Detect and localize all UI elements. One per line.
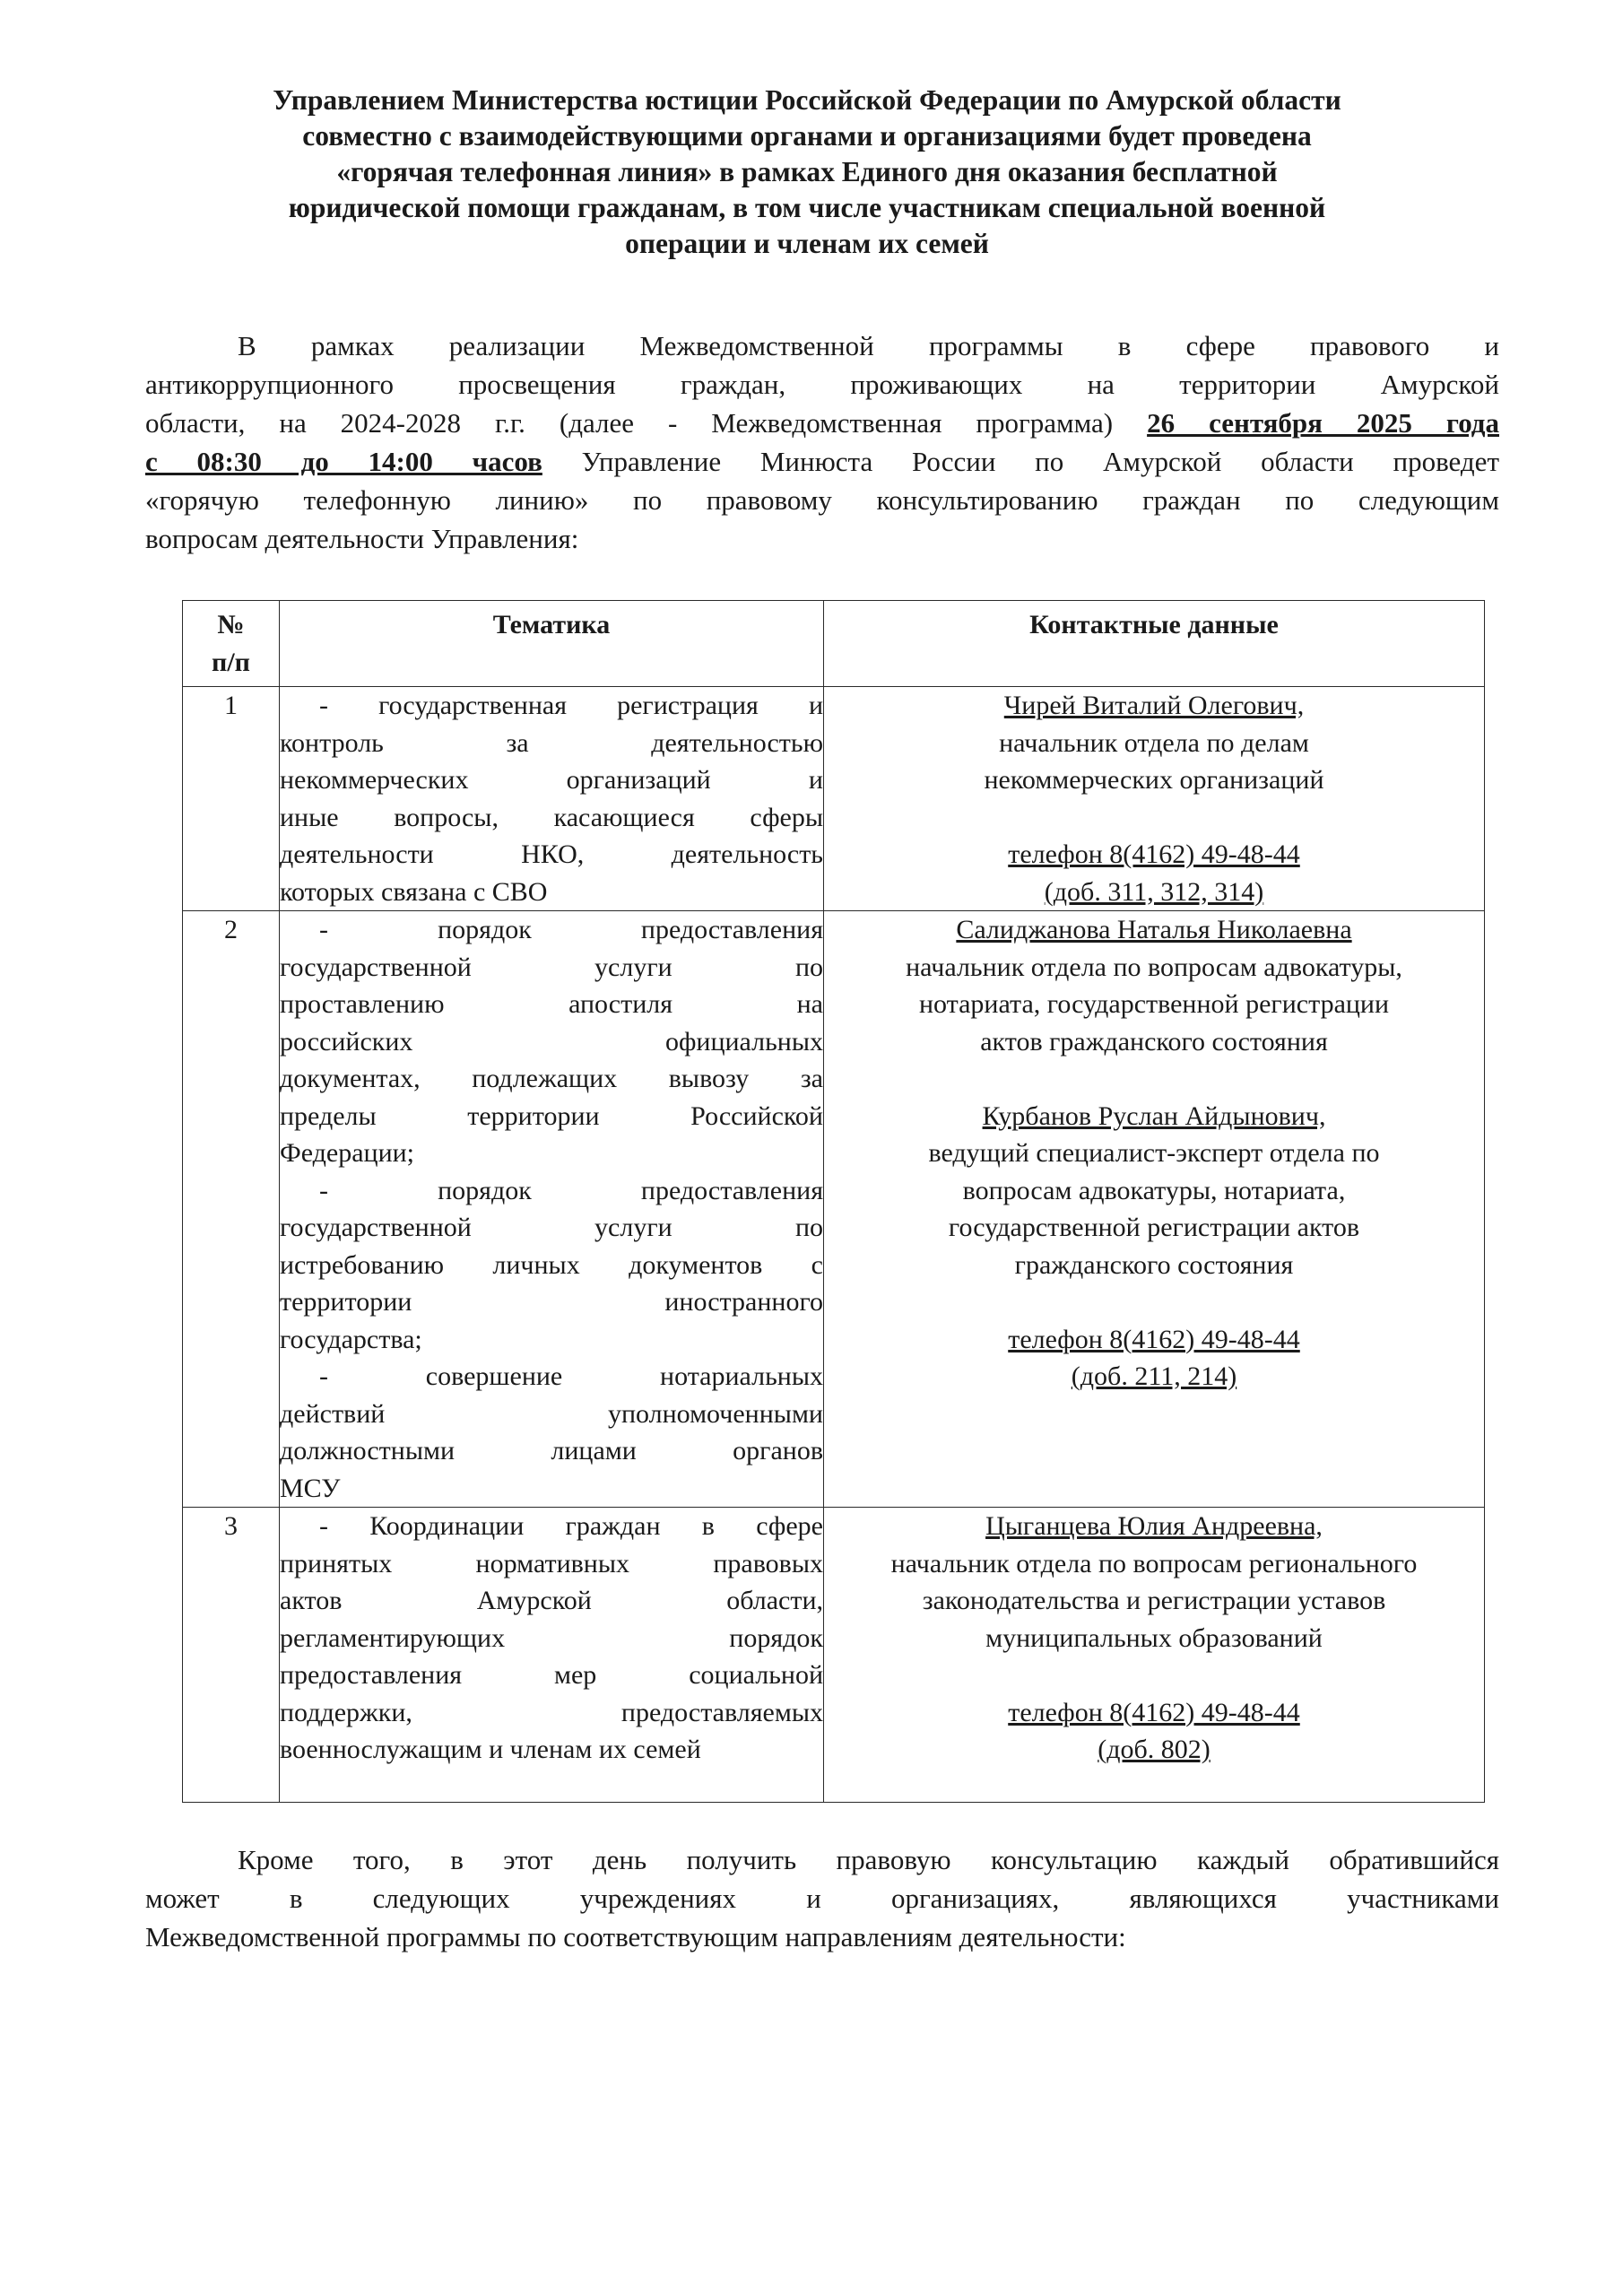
topic-line: военнослужащим и членам их семей xyxy=(280,1735,701,1764)
topic-line: регламентирующих порядок xyxy=(280,1622,823,1653)
topic-line: которых связана с СВО xyxy=(280,876,548,907)
intro-text: области, на 2024-2028 г.г. (далее - Межведомственная программа) xyxy=(145,407,1114,439)
contact-phone: телефон 8(4162) 49-48-44 xyxy=(1008,839,1300,869)
intro-paragraph xyxy=(145,326,1499,558)
row-number: 3 xyxy=(183,1508,280,1803)
intro-line xyxy=(145,404,1499,442)
row-topic xyxy=(280,1508,824,1803)
table-header-row xyxy=(183,601,1485,687)
heading-line: совместно с взаимодействующими органами и организациями будет проведена xyxy=(302,120,1312,152)
heading-line: Управлением Министерства юстиции Российской Федерации по Амурской области xyxy=(273,84,1341,116)
contact-position-line: актов гражданского состояния xyxy=(980,1026,1328,1057)
topic-line: иные вопросы, касающиеся сферы xyxy=(280,802,823,832)
contact-name: Чирей Виталий Олегович, xyxy=(1003,691,1305,720)
topic-line: Федерации; xyxy=(280,1138,415,1168)
topic-line: принятых нормативных правовых xyxy=(280,1548,823,1578)
row-topic xyxy=(280,687,824,911)
topic-line: поддержки, предоставляемых xyxy=(280,1697,823,1727)
topics-table xyxy=(182,600,1485,1803)
intro-text: Управление Минюста России по Амурской области проведет xyxy=(581,446,1499,477)
row-contact xyxy=(824,1508,1485,1803)
table-row xyxy=(183,911,1485,1508)
intro-line xyxy=(145,442,1499,481)
topic-line: предоставления мер социальной xyxy=(280,1660,823,1690)
row-number: 2 xyxy=(183,911,280,1508)
topic-line: государственной услуги по xyxy=(280,1213,823,1242)
contact-position-line: гражданского состояния xyxy=(1014,1249,1294,1280)
closing-paragraph xyxy=(145,1840,1499,1956)
header-number-line: № xyxy=(217,610,245,639)
topic-line: актов Амурской области, xyxy=(280,1586,823,1615)
contact-position-line: муниципальных образований xyxy=(985,1622,1323,1653)
topic-line: должностными лицами органов xyxy=(280,1436,823,1465)
header-number xyxy=(183,601,280,687)
contact-position-line: нотариата, государственной регистрации xyxy=(918,989,1390,1019)
closing-line: может в следующих учреждениях и организациях, являющихся участниками xyxy=(145,1883,1499,1914)
contact-name: Салиджанова Наталья Николаевна xyxy=(956,915,1352,944)
contact-name: Цыганцева Юлия Андреевна, xyxy=(985,1511,1323,1541)
heading-line: юридической помощи гражданам, в том числе участникам специальной военной xyxy=(288,192,1326,223)
header-contact: Контактные данные xyxy=(824,601,1485,687)
intro-line: «горячую телефонную линию» по правовому консультированию граждан по следующим xyxy=(145,484,1499,516)
topic-line: российских официальных xyxy=(280,1026,823,1057)
header-topic: Тематика xyxy=(280,601,824,687)
row-number: 1 xyxy=(183,687,280,911)
topic-line: - порядок предоставления xyxy=(319,915,823,944)
topic-line: некоммерческих организаций и xyxy=(280,765,823,795)
topic-line: проставлению апостиля на xyxy=(280,989,823,1019)
topic-line: - государственная регистрация и xyxy=(319,691,823,720)
intro-line: вопросам деятельности Управления: xyxy=(145,523,579,554)
contact-position-line: ведущий специалист-эксперт отдела по xyxy=(928,1138,1380,1168)
topic-line: истребованию личных документов с xyxy=(280,1249,823,1280)
intro-line: В рамках реализации Межведомственной программы в сфере правового и xyxy=(238,330,1499,361)
row-contact xyxy=(824,911,1485,1508)
heading-line: операции и членам их семей xyxy=(625,228,989,259)
row-topic xyxy=(280,911,824,1508)
contact-extension: (доб. 802) xyxy=(1098,1735,1210,1764)
contact-position-line: государственной регистрации актов xyxy=(948,1213,1360,1242)
document-heading xyxy=(134,83,1480,262)
closing-line: Кроме того, в этот день получить правовую консультацию каждый обратившийся xyxy=(238,1844,1499,1875)
contact-position-line: вопросам адвокатуры, нотариата, xyxy=(962,1175,1346,1205)
topic-line: - Координации граждан в сфере xyxy=(319,1511,823,1541)
row-contact xyxy=(824,687,1485,911)
topic-line: МСУ xyxy=(280,1473,341,1503)
topic-line: государства; xyxy=(280,1324,422,1354)
contact-position-line: начальник отдела по вопросам адвокатуры, xyxy=(906,952,1402,982)
contact-phone: телефон 8(4162) 49-48-44 xyxy=(1008,1697,1300,1727)
closing-line: Межведомственной программы по соответствующим направлениям деятельности: xyxy=(145,1921,1126,1952)
event-time: с 08:30 до 14:00 часов xyxy=(145,446,542,477)
intro-line: антикоррупционного просвещения граждан, проживающих на территории Амурской xyxy=(145,369,1499,400)
table-row xyxy=(183,687,1485,911)
contact-extension: (доб. 311, 312, 314) xyxy=(1044,876,1264,907)
topic-line: территории иностранного xyxy=(280,1287,823,1317)
event-date: 26 сентября 2025 года xyxy=(1147,407,1499,439)
topic-line: - совершение нотариальных xyxy=(319,1361,823,1391)
contact-position-line: начальник отдела по делам xyxy=(999,727,1309,758)
topic-line: деятельности НКО, деятельность xyxy=(280,839,823,869)
table-row xyxy=(183,1508,1485,1803)
topic-line: - порядок предоставления xyxy=(319,1175,823,1205)
contact-position-line: некоммерческих организаций xyxy=(984,765,1324,795)
contact-extension: (доб. 211, 214) xyxy=(1071,1361,1237,1391)
contact-phone: телефон 8(4162) 49-48-44 xyxy=(1008,1324,1300,1354)
contact-position-line: начальник отдела по вопросам регионального xyxy=(890,1548,1418,1578)
contact-position-line: законодательства и регистрации уставов xyxy=(922,1586,1386,1615)
header-number-line: п/п xyxy=(212,647,250,677)
topic-line: документах, подлежащих вывозу за xyxy=(280,1064,823,1093)
topic-line: государственной услуги по xyxy=(280,952,823,982)
heading-line: «горячая телефонная линия» в рамках Единого дня оказания бесплатной xyxy=(336,156,1278,187)
topic-line: пределы территории Российской xyxy=(280,1100,823,1131)
topic-line: действий уполномоченными xyxy=(280,1398,823,1429)
topic-line: контроль за деятельностью xyxy=(280,727,823,758)
contact-name: Курбанов Руслан Айдынович, xyxy=(982,1100,1326,1131)
